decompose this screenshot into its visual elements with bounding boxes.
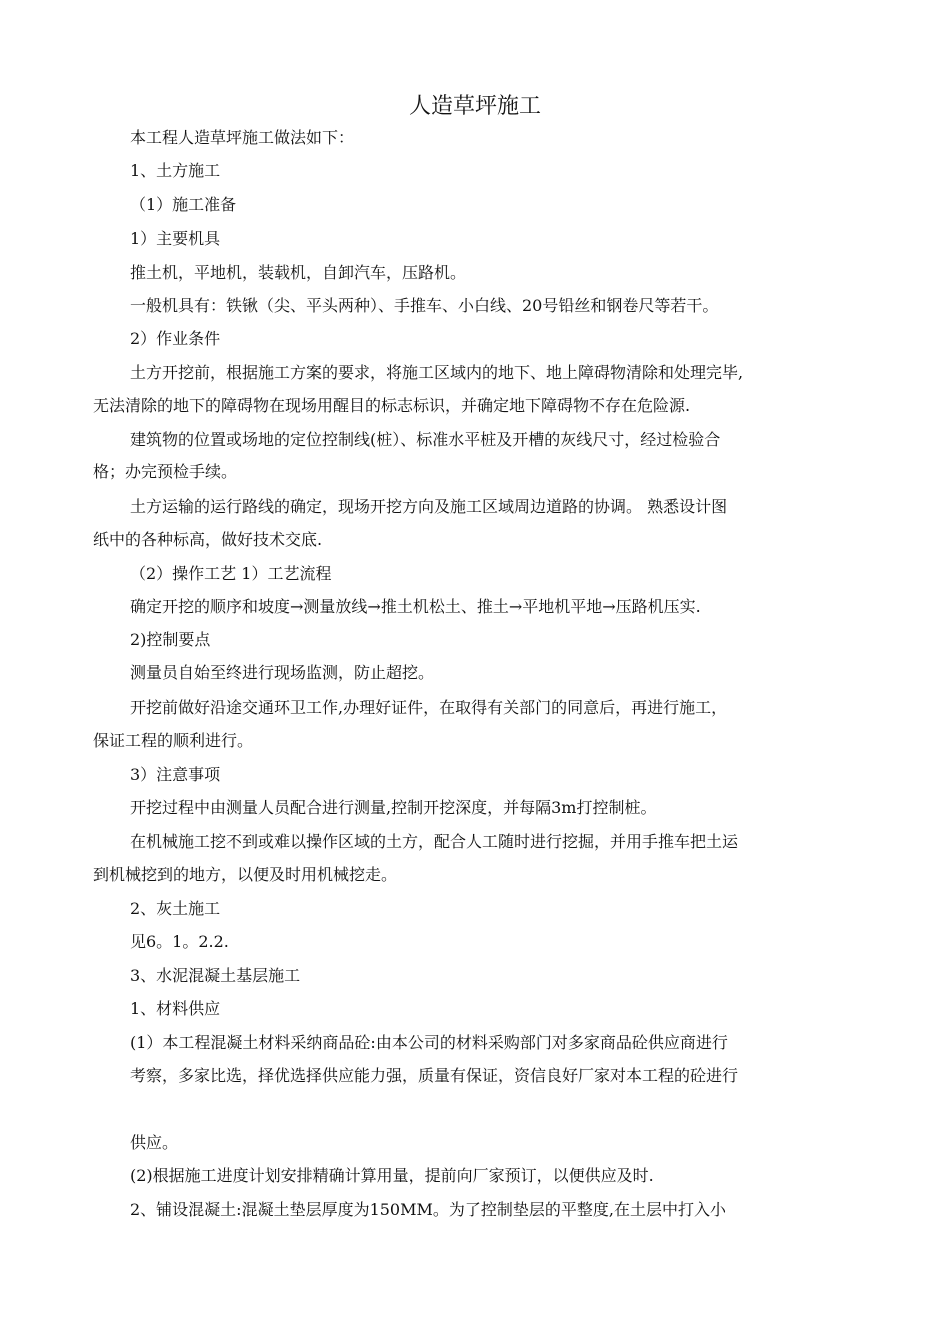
paragraph-line: 土方运输的运行路线的确定，现场开挖方向及施工区域周边道路的协调。 熟悉设计图 [130,497,728,516]
paragraph-line: 开挖前做好沿途交通环卫工作,办理好证件，在取得有关部门的同意后，再进行施工， [130,698,728,717]
paragraph-line: 建筑物的位置或场地的定位控制线(桩）、标准水平桩及开槽的灰线尺寸，经过检验合 [130,430,721,449]
paragraph-line: 到机械挖到的地方，以便及时用机械挖走。 [93,865,398,884]
paragraph-line: （1）施工准备 [130,195,237,214]
paragraph-line: 考察，多家比选，择优选择供应能力强，质量有保证，资信良好厂家对本工程的砼进行 [130,1066,739,1085]
paragraph-line: 2）作业条件 [130,329,221,348]
paragraph-line: 推土机，平地机，装载机，自卸汽车，压路机。 [130,263,467,282]
paragraph-line: （2）操作工艺 1）工艺流程 [130,564,332,583]
paragraph-line: 2)控制要点 [130,630,211,649]
paragraph-line: 3）注意事项 [130,765,221,784]
paragraph-line: 在机械施工挖不到或难以操作区域的土方，配合人工随时进行挖掘，并用手推车把土运 [130,832,739,851]
paragraph-line: 纸中的各种标高，做好技术交底. [93,530,323,549]
paragraph-line: 确定开挖的顺序和坡度→测量放线→推土机松土、推土→平地机平地→压路机压实. [130,597,701,616]
paragraph-line: (1）本工程混凝土材料采纳商品砼:由本公司的材料采购部门对多家商品砼供应商进行 [130,1033,728,1052]
paragraph-line: 土方开挖前，根据施工方案的要求，将施工区域内的地下、地上障碍物清除和处理完毕, [130,363,744,382]
paragraph-line: 供应。 [130,1133,179,1152]
document-title: 人造草坪施工 [408,94,541,119]
paragraph-line: (2)根据施工进度计划安排精确计算用量，提前向厂家预订，以便供应及时. [130,1166,654,1185]
paragraph-line: 测量员自始至终进行现场监测，防止超挖。 [130,663,435,682]
paragraph-line: 2、灰土施工 [130,899,221,918]
paragraph-line: 格；办完预检手续。 [93,462,238,481]
paragraph-line: 1、材料供应 [130,999,221,1018]
paragraph-line: 本工程人造草坪施工做法如下： [130,128,355,147]
paragraph-line: 一般机具有：铁锹（尖、平头两种）、手推车、小白线、20号铅丝和钢卷尺等若干。 [130,296,719,315]
paragraph-line: 1）主要机具 [130,229,221,248]
paragraph-line: 无法清除的地下的障碍物在现场用醒目的标志标识，并确定地下障碍物不存在危险源. [93,396,691,415]
paragraph-line: 开挖过程中由测量人员配合进行测量,控制开挖深度，并每隔3m打控制桩。 [130,798,657,817]
paragraph-line: 3、水泥混凝土基层施工 [130,966,301,985]
paragraph-line: 2、铺设混凝土:混凝土垫层厚度为150MM。为了控制垫层的平整度,在土层中打入小 [130,1200,726,1219]
paragraph-line: 见6。1。2.2. [130,932,229,951]
paragraph-line: 保证工程的顺利进行。 [93,731,254,750]
paragraph-line: 1、土方施工 [130,161,221,180]
